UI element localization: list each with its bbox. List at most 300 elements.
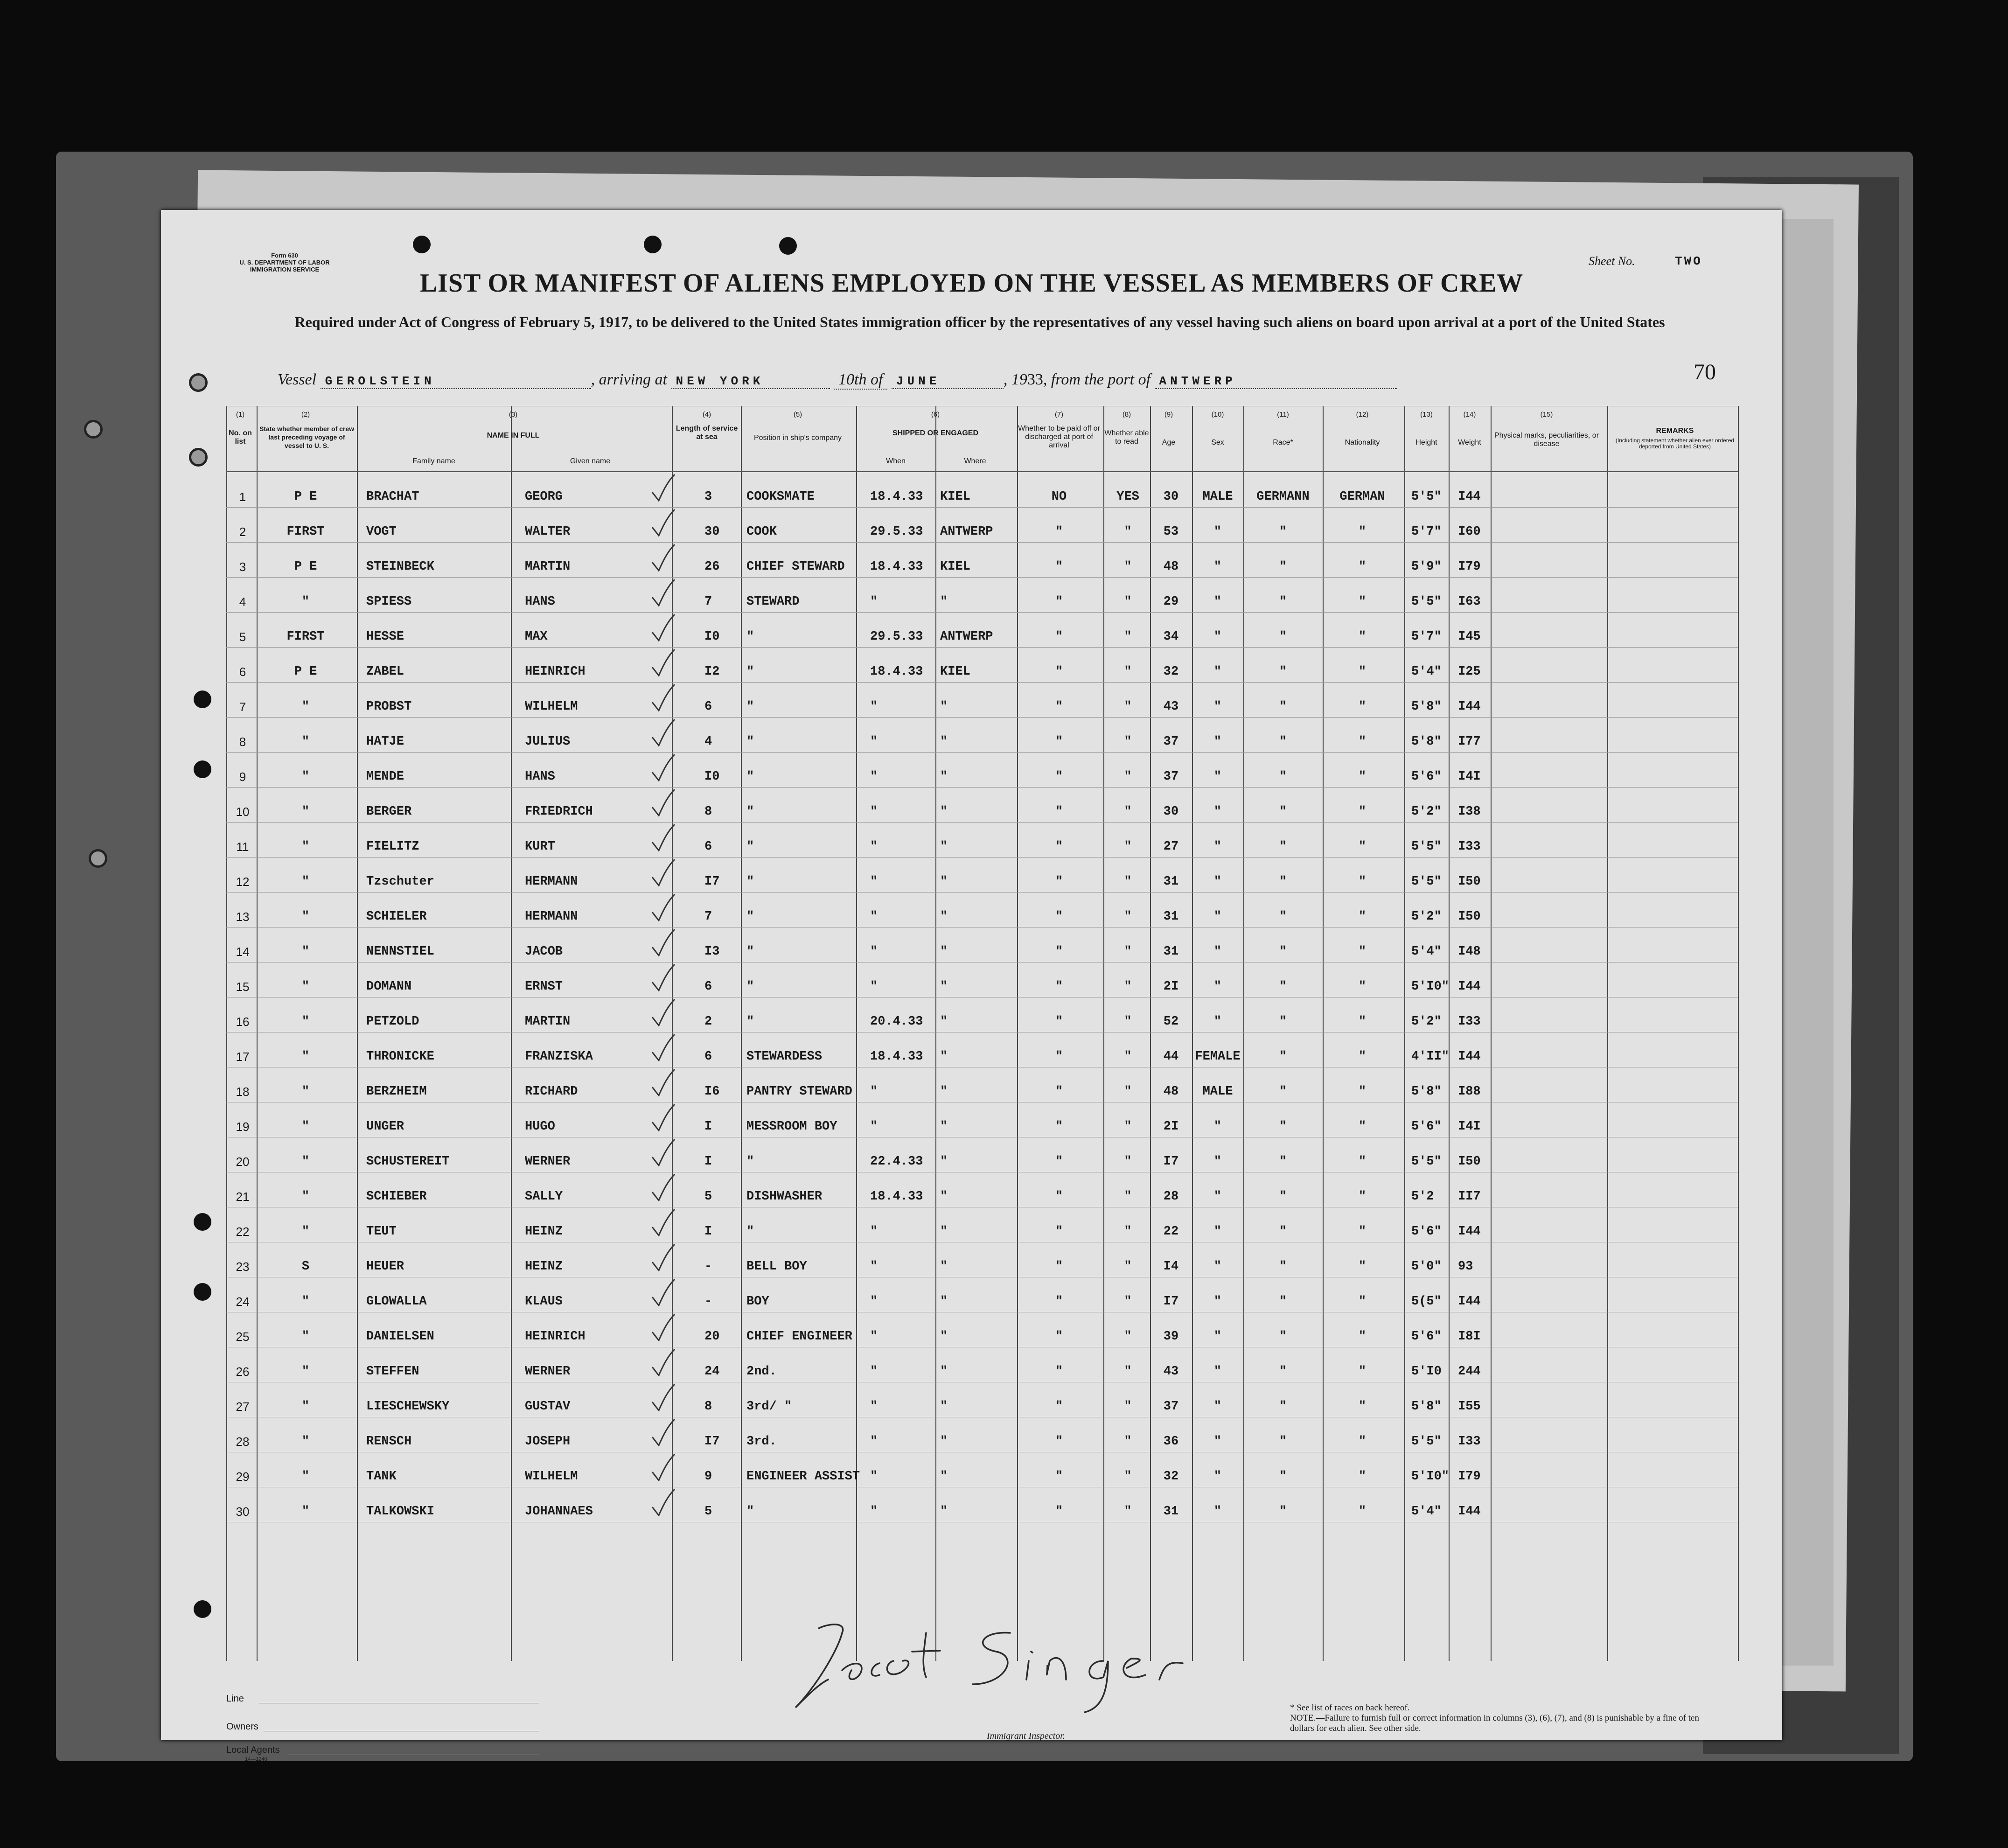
able-read-cell: " <box>1124 805 1132 819</box>
footnote <box>1290 1703 1710 1734</box>
row-number: 4 <box>239 595 246 609</box>
col-number: (9) <box>1164 411 1173 418</box>
agents-code: 14—1240 <box>245 1757 267 1762</box>
family-name-cell: Tzschuter <box>366 875 434 889</box>
shipped-when-cell: 29.5.33 <box>870 525 923 539</box>
column-rule <box>226 406 227 1661</box>
state-cell: " <box>301 1015 310 1029</box>
shipped-where-cell: " <box>940 1365 948 1379</box>
service-cell: - <box>704 1260 712 1274</box>
race-cell: " <box>1279 945 1287 959</box>
given-name-cell: GEORG <box>525 490 563 504</box>
nationality-cell: GERMAN <box>1339 490 1385 504</box>
age-cell: 39 <box>1163 1330 1179 1344</box>
height-cell: 5'0" <box>1411 1260 1442 1274</box>
col-header: Position in ship's company <box>753 434 842 442</box>
state-cell: " <box>301 1155 310 1169</box>
col-header: REMARKS <box>1656 427 1694 435</box>
age-cell: 43 <box>1163 700 1179 714</box>
family-name-cell: UNGER <box>366 1120 404 1134</box>
state-cell: " <box>301 1505 310 1519</box>
column-rule <box>357 406 358 1661</box>
check-mark <box>648 718 676 746</box>
weight-cell: I25 <box>1458 665 1481 679</box>
age-cell: 31 <box>1163 910 1179 924</box>
row-number: 12 <box>236 875 250 889</box>
family-name-cell: HATJE <box>366 735 404 749</box>
family-name-cell: SCHUSTEREIT <box>366 1155 450 1169</box>
sex-cell: " <box>1213 1260 1222 1274</box>
position-cell: 3rd/ " <box>746 1400 792 1414</box>
check-mark <box>648 1208 676 1236</box>
row-number: 19 <box>236 1120 250 1134</box>
service-cell: 26 <box>704 560 720 574</box>
weight-cell: I79 <box>1458 1470 1481 1484</box>
given-name-cell: MAX <box>525 630 548 644</box>
row-number: 5 <box>239 630 246 644</box>
age-cell: 31 <box>1163 945 1179 959</box>
age-cell: 30 <box>1163 490 1179 504</box>
able-read-cell: " <box>1124 630 1132 644</box>
shipped-where-cell: " <box>940 1190 948 1204</box>
height-cell: 5'4" <box>1411 1505 1442 1519</box>
check-mark <box>648 1348 676 1376</box>
owners-label: Owners <box>226 1722 258 1732</box>
given-name-cell: JOSEPH <box>525 1435 571 1449</box>
paid-off-cell: " <box>1055 595 1063 609</box>
column-rule <box>257 406 258 1661</box>
col-number: (8) <box>1122 411 1131 418</box>
column-rule <box>1103 406 1104 1661</box>
height-cell: 5'6" <box>1411 770 1442 784</box>
paid-off-cell: " <box>1055 770 1063 784</box>
height-cell: 5'4" <box>1411 945 1442 959</box>
col-number: (2) <box>301 411 310 418</box>
given-name-cell: MARTIN <box>525 1015 571 1029</box>
position-cell: " <box>746 945 754 959</box>
able-read-cell: " <box>1124 910 1132 924</box>
family-name-cell: THRONICKE <box>366 1050 434 1064</box>
vessel-line <box>278 371 1397 390</box>
state-cell: " <box>301 1470 310 1484</box>
age-cell: I7 <box>1163 1295 1179 1309</box>
shipped-where-cell: " <box>940 1400 948 1414</box>
race-cell: " <box>1279 875 1287 889</box>
able-read-cell: " <box>1124 560 1132 574</box>
col-header: NAME IN FULL <box>487 432 540 439</box>
check-mark <box>648 474 676 502</box>
age-cell: 44 <box>1163 1050 1179 1064</box>
paid-off-cell: " <box>1055 910 1063 924</box>
service-cell: 5 <box>704 1505 712 1519</box>
punch-hole <box>413 236 431 253</box>
col-subheader: Given name <box>570 457 611 465</box>
weight-cell: 93 <box>1458 1260 1473 1274</box>
age-cell: 37 <box>1163 1400 1179 1414</box>
row-number: 1 <box>239 490 246 504</box>
height-cell: 5(5" <box>1411 1295 1442 1309</box>
col-number: (14) <box>1463 411 1476 418</box>
nationality-cell: " <box>1358 1435 1367 1449</box>
family-name-cell: HESSE <box>366 630 404 644</box>
row-number: 11 <box>236 840 249 854</box>
vessel-name: GEROLSTEIN <box>321 374 591 389</box>
nationality-cell: " <box>1358 665 1367 679</box>
state-cell: " <box>301 1330 310 1344</box>
family-name-cell: GLOWALLA <box>366 1295 427 1309</box>
sex-cell: " <box>1213 1295 1222 1309</box>
given-name-cell: WILHELM <box>525 1470 578 1484</box>
row-number: 17 <box>236 1050 250 1064</box>
position-cell: " <box>746 665 754 679</box>
check-mark <box>648 683 676 711</box>
age-cell: 37 <box>1163 735 1179 749</box>
family-name-cell: NENNSTIEL <box>366 945 434 959</box>
age-cell: 53 <box>1163 525 1179 539</box>
family-name-cell: TALKOWSKI <box>366 1505 434 1519</box>
sex-cell: " <box>1213 665 1222 679</box>
sex-cell: FEMALE <box>1195 1050 1241 1064</box>
check-mark <box>648 1173 676 1201</box>
row-number: 28 <box>236 1435 250 1449</box>
position-cell: BOY <box>746 1295 769 1309</box>
paid-off-cell: " <box>1055 1155 1063 1169</box>
able-read-cell: " <box>1124 1260 1132 1274</box>
shipped-when-cell: 18.4.33 <box>870 1050 923 1064</box>
nationality-cell: " <box>1358 1505 1367 1519</box>
given-name-cell: HEINRICH <box>525 665 586 679</box>
age-cell: 2I <box>1163 1120 1179 1134</box>
given-name-cell: JACOB <box>525 945 563 959</box>
race-cell: " <box>1279 1260 1287 1274</box>
service-cell: 6 <box>704 1050 712 1064</box>
sex-cell: " <box>1213 1505 1222 1519</box>
page-subtitle: Required under Act of Congress of February 5, 1917, to be delivered to the United States immigration officer by the representatives of any vessel having such aliens on board upon arrival at a port of the United States <box>294 314 1665 330</box>
shipped-where-cell: " <box>940 980 948 994</box>
nationality-cell: " <box>1358 1050 1367 1064</box>
row-rule <box>226 577 1738 578</box>
position-cell: BELL BOY <box>746 1260 807 1274</box>
state-cell: P E <box>294 665 317 679</box>
col-header: Height <box>1415 439 1437 446</box>
nationality-cell: " <box>1358 630 1367 644</box>
state-cell: " <box>301 1435 310 1449</box>
paid-off-cell: " <box>1055 1365 1063 1379</box>
family-name-cell: STEINBECK <box>366 560 434 574</box>
race-cell: " <box>1279 700 1287 714</box>
position-cell: " <box>746 1155 754 1169</box>
punch-hole <box>194 760 211 778</box>
height-cell: 5'2 <box>1411 1190 1434 1204</box>
age-cell: 43 <box>1163 1365 1179 1379</box>
given-name-cell: WERNER <box>525 1365 571 1379</box>
row-number: 21 <box>236 1190 250 1204</box>
row-number: 15 <box>236 980 250 994</box>
col-subheader: When <box>886 457 906 465</box>
weight-cell: I33 <box>1458 1015 1481 1029</box>
given-name-cell: ERNST <box>525 980 563 994</box>
able-read-cell: " <box>1124 1015 1132 1029</box>
sex-cell: " <box>1213 1120 1222 1134</box>
nationality-cell: " <box>1358 1155 1367 1169</box>
row-number: 14 <box>236 945 250 959</box>
column-rule <box>511 406 512 1661</box>
service-cell: 20 <box>704 1330 720 1344</box>
nationality-cell: " <box>1358 805 1367 819</box>
inspector-label: Immigrant Inspector. <box>987 1731 1065 1741</box>
service-cell: 7 <box>704 595 712 609</box>
age-cell: 29 <box>1163 595 1179 609</box>
able-read-cell: YES <box>1116 490 1139 504</box>
sheet-value: TWO <box>1675 254 1702 268</box>
height-cell: 5'7" <box>1411 630 1442 644</box>
sex-cell: " <box>1213 525 1222 539</box>
row-rule <box>226 787 1738 788</box>
race-cell: " <box>1279 980 1287 994</box>
race-cell: " <box>1279 1400 1287 1414</box>
sex-cell: " <box>1213 875 1222 889</box>
able-read-cell: " <box>1124 665 1132 679</box>
paid-off-cell: NO <box>1051 490 1067 504</box>
shipped-when-cell: " <box>870 1505 878 1519</box>
sex-cell: " <box>1213 1015 1222 1029</box>
height-cell: 5'8" <box>1411 700 1442 714</box>
able-read-cell: " <box>1124 525 1132 539</box>
position-cell: MESSROOM BOY <box>746 1120 837 1134</box>
family-name-cell: TANK <box>366 1470 397 1484</box>
shipped-when-cell: " <box>870 700 878 714</box>
shipped-where-cell: " <box>940 1470 948 1484</box>
able-read-cell: " <box>1124 1120 1132 1134</box>
paid-off-cell: " <box>1055 945 1063 959</box>
race-cell: " <box>1279 560 1287 574</box>
position-cell: " <box>746 980 754 994</box>
shipped-when-cell: " <box>870 595 878 609</box>
paid-off-cell: " <box>1055 735 1063 749</box>
row-rule <box>226 752 1738 753</box>
row-rule <box>226 822 1738 823</box>
weight-cell: I63 <box>1458 595 1481 609</box>
shipped-when-cell: " <box>870 1365 878 1379</box>
race-cell: " <box>1279 840 1287 854</box>
row-number: 22 <box>236 1225 250 1239</box>
family-name-cell: BERZHEIM <box>366 1085 427 1099</box>
age-cell: 32 <box>1163 665 1179 679</box>
service-cell: 6 <box>704 840 712 854</box>
family-name-cell: PROBST <box>366 700 412 714</box>
state-cell: P E <box>294 490 317 504</box>
check-mark <box>648 928 676 956</box>
paid-off-cell: " <box>1055 560 1063 574</box>
sheet-label: Sheet No. <box>1589 254 1635 268</box>
sex-cell: " <box>1213 560 1222 574</box>
nationality-cell: " <box>1358 840 1367 854</box>
race-cell: " <box>1279 1330 1287 1344</box>
weight-cell: I44 <box>1458 1295 1481 1309</box>
check-mark <box>648 649 676 676</box>
age-cell: 22 <box>1163 1225 1179 1239</box>
nationality-cell: " <box>1358 875 1367 889</box>
row-number: 23 <box>236 1260 250 1274</box>
row-number: 20 <box>236 1155 250 1169</box>
paid-off-cell: " <box>1055 1190 1063 1204</box>
arriving-label: , arriving at <box>591 371 667 388</box>
weight-cell: I44 <box>1458 1225 1481 1239</box>
check-mark <box>648 1278 676 1306</box>
row-number: 13 <box>236 910 250 924</box>
shipped-where-cell: " <box>940 1260 948 1274</box>
check-mark <box>648 1383 676 1411</box>
col-number: (13) <box>1420 411 1433 418</box>
height-cell: 5'5" <box>1411 595 1442 609</box>
service-cell: 30 <box>704 525 720 539</box>
state-cell: " <box>301 840 310 854</box>
race-note: * See list of races on back hereof. <box>1290 1703 1410 1713</box>
state-cell: P E <box>294 560 317 574</box>
given-name-cell: HANS <box>525 770 555 784</box>
weight-cell: I45 <box>1458 630 1481 644</box>
weight-cell: I48 <box>1458 945 1481 959</box>
sex-cell: " <box>1213 1470 1222 1484</box>
able-read-cell: " <box>1124 700 1132 714</box>
height-cell: 5'8" <box>1411 1085 1442 1099</box>
race-cell: GERMANN <box>1256 490 1310 504</box>
service-cell: I <box>704 1155 712 1169</box>
check-mark <box>648 998 676 1026</box>
race-cell: " <box>1279 1470 1287 1484</box>
age-cell: I4 <box>1163 1260 1179 1274</box>
height-cell: 5'5" <box>1411 1155 1442 1169</box>
able-read-cell: " <box>1124 1470 1132 1484</box>
able-read-cell: " <box>1124 1085 1132 1099</box>
nationality-cell: " <box>1358 1470 1367 1484</box>
position-cell: COOKSMATE <box>746 490 815 504</box>
height-cell: 5'4" <box>1411 665 1442 679</box>
shipped-when-cell: " <box>870 1225 878 1239</box>
row-number: 30 <box>236 1505 250 1519</box>
arrival-day: 10th of <box>834 371 887 390</box>
shipped-when-cell: 18.4.33 <box>870 1190 923 1204</box>
check-mark <box>648 858 676 886</box>
position-cell: " <box>746 735 754 749</box>
family-name-cell: BERGER <box>366 805 412 819</box>
weight-cell: I50 <box>1458 875 1481 889</box>
weight-cell: 244 <box>1458 1365 1481 1379</box>
weight-cell: I55 <box>1458 1400 1481 1414</box>
shipped-where-cell: " <box>940 1295 948 1309</box>
binder-hole <box>189 448 208 467</box>
row-rule <box>226 542 1738 543</box>
check-mark <box>648 753 676 781</box>
weight-cell: I79 <box>1458 560 1481 574</box>
race-cell: " <box>1279 910 1287 924</box>
col-header: Age <box>1162 439 1176 446</box>
age-cell: 48 <box>1163 1085 1179 1099</box>
column-rule <box>1404 406 1405 1661</box>
able-read-cell: " <box>1124 1365 1132 1379</box>
state-cell: " <box>301 945 310 959</box>
given-name-cell: JOHANNAES <box>525 1505 593 1519</box>
paid-off-cell: " <box>1055 840 1063 854</box>
punch-hole <box>194 690 211 708</box>
race-cell: " <box>1279 770 1287 784</box>
line-label: Line <box>226 1694 244 1704</box>
weight-cell: I44 <box>1458 1050 1481 1064</box>
family-name-cell: VOGT <box>366 525 397 539</box>
row-number: 16 <box>236 1015 250 1029</box>
shipped-where-cell: " <box>940 1120 948 1134</box>
service-cell: I7 <box>704 875 720 889</box>
col-header: Whether able to read <box>1104 429 1149 446</box>
nationality-cell: " <box>1358 1225 1367 1239</box>
col-number: (10) <box>1211 411 1224 418</box>
paid-off-cell: " <box>1055 1505 1063 1519</box>
sex-cell: " <box>1213 980 1222 994</box>
nationality-cell: " <box>1358 560 1367 574</box>
nationality-cell: " <box>1358 1400 1367 1414</box>
col-subheader: Where <box>964 457 986 465</box>
paid-off-cell: " <box>1055 1470 1063 1484</box>
able-read-cell: " <box>1124 735 1132 749</box>
shipped-when-cell: " <box>870 1260 878 1274</box>
paid-off-cell: " <box>1055 805 1063 819</box>
nationality-cell: " <box>1358 1260 1367 1274</box>
column-rule <box>1738 406 1739 1661</box>
sex-cell: " <box>1213 1400 1222 1414</box>
sex-cell: " <box>1213 805 1222 819</box>
departure-port: ANTWERP <box>1155 374 1397 389</box>
weight-cell: I88 <box>1458 1085 1481 1099</box>
shipped-when-cell: " <box>870 1120 878 1134</box>
state-cell: " <box>301 1050 310 1064</box>
shipped-where-cell: " <box>940 1015 948 1029</box>
able-read-cell: " <box>1124 1050 1132 1064</box>
race-cell: " <box>1279 595 1287 609</box>
sex-cell: MALE <box>1202 1085 1233 1099</box>
service-cell: I3 <box>704 945 720 959</box>
state-cell: " <box>301 805 310 819</box>
position-cell: CHIEF STEWARD <box>746 560 845 574</box>
shipped-when-cell: 29.5.33 <box>870 630 923 644</box>
shipped-where-cell: " <box>940 1435 948 1449</box>
given-name-cell: FRANZISKA <box>525 1050 593 1064</box>
given-name-cell: RICHARD <box>525 1085 578 1099</box>
shipped-where-cell: " <box>940 700 948 714</box>
position-cell: 3rd. <box>746 1435 777 1449</box>
row-number: 29 <box>236 1470 250 1484</box>
col-number: (5) <box>793 411 802 418</box>
service-cell: 2 <box>704 1015 712 1029</box>
arrival-port: NEW YORK <box>671 374 830 389</box>
shipped-when-cell: " <box>870 1330 878 1344</box>
col-header: SHIPPED OR ENGAGED <box>892 429 979 437</box>
height-cell: 4'II" <box>1411 1050 1450 1064</box>
state-cell: " <box>301 1365 310 1379</box>
page-number: 70 <box>1694 360 1716 384</box>
position-cell: " <box>746 805 754 819</box>
sex-cell: " <box>1213 945 1222 959</box>
given-name-cell: HERMANN <box>525 875 578 889</box>
height-cell: 5'9" <box>1411 560 1442 574</box>
nationality-cell: " <box>1358 595 1367 609</box>
sex-cell: " <box>1213 1225 1222 1239</box>
sex-cell: " <box>1213 700 1222 714</box>
position-cell: " <box>746 700 754 714</box>
shipped-when-cell: 18.4.33 <box>870 490 923 504</box>
column-rule <box>935 406 936 1661</box>
service-cell: I <box>704 1225 712 1239</box>
race-cell: " <box>1279 1155 1287 1169</box>
